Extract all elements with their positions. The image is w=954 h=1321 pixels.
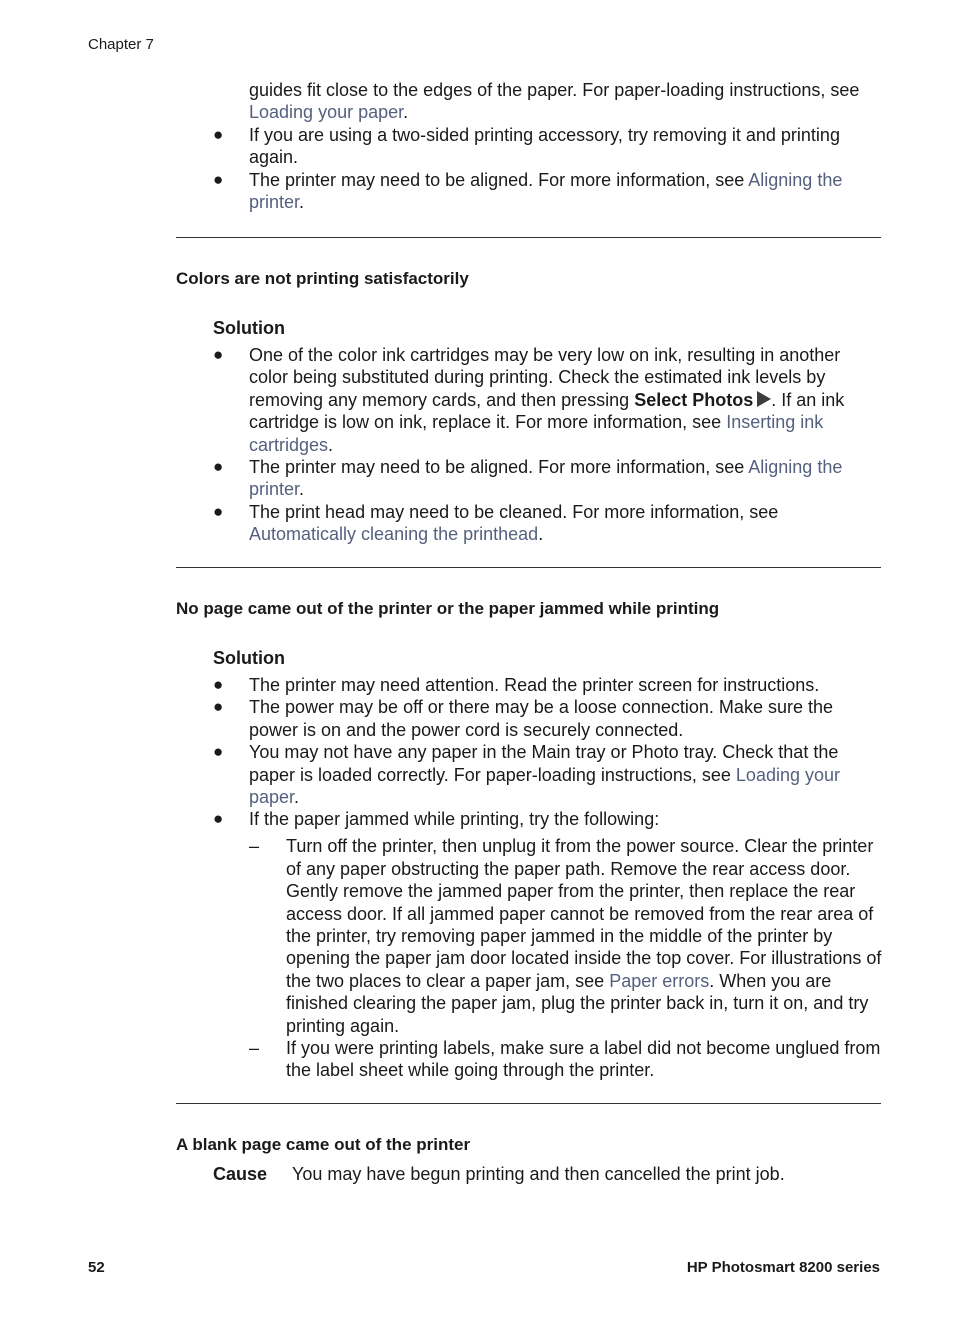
list-item bbox=[213, 501, 883, 546]
link-aligning-printer[interactable]: Aligning the printer bbox=[249, 457, 843, 500]
list-item-end: . bbox=[299, 479, 305, 500]
solution-heading: Solution bbox=[213, 318, 285, 338]
bullet-icon: ● bbox=[213, 675, 224, 694]
bullet-icon: ● bbox=[213, 345, 224, 364]
sub-list-item bbox=[249, 835, 883, 1037]
list-item-text: If the paper jammed while printing, try the following: bbox=[249, 809, 660, 830]
list-item-end: . bbox=[294, 787, 300, 808]
list-item-text: You may not have any paper in the Main tray or Photo tray. Check that the paper is loaded correctly. For paper-loading instructions, see bbox=[249, 742, 839, 785]
cause-text: You may have begun printing and then cancelled the print job. bbox=[292, 1164, 785, 1184]
solution-heading: Solution bbox=[213, 648, 285, 668]
list-item-text: The printer may need to be aligned. For more information, see bbox=[249, 457, 749, 478]
bullet-icon: ● bbox=[213, 169, 224, 189]
continuation-text bbox=[213, 79, 883, 124]
link-paper-errors[interactable]: Paper errors bbox=[609, 970, 710, 991]
bullet-icon: ● bbox=[213, 501, 224, 521]
continuation-end: . bbox=[403, 102, 409, 123]
link-inserting-cartridges[interactable]: Inserting ink cartridges bbox=[249, 412, 824, 455]
list-item bbox=[213, 124, 883, 169]
section-title-blank-page: A blank page came out of the printer bbox=[176, 1135, 471, 1154]
section-title-colors: Colors are not printing satisfactorily bbox=[176, 269, 469, 288]
list-item bbox=[213, 696, 883, 741]
continuation-body: guides fit close to the edges of the paper. For paper-loading instructions, see bbox=[249, 80, 860, 100]
section-divider bbox=[176, 237, 881, 238]
link-cleaning-printhead[interactable]: Automatically cleaning the printhead bbox=[249, 524, 539, 545]
select-photos-label: Select Photos bbox=[634, 389, 754, 410]
list-item-text: The print head may need to be cleaned. For more information, see bbox=[249, 501, 779, 522]
section-title-paper-jam: No page came out of the printer or the paper jammed while printing bbox=[176, 599, 720, 618]
list-item bbox=[213, 674, 883, 696]
link-loading-paper[interactable]: Loading your paper bbox=[249, 764, 841, 808]
sub-item-text: . When you are finished clearing the paper jam, plug the printer back in, turn it on, and try printing again. bbox=[286, 970, 869, 1036]
page-number: 52 bbox=[88, 1259, 105, 1276]
list-item-end: . bbox=[299, 192, 305, 213]
list-item-text: . If an ink cartridge is low on ink, replace it. For more information, see bbox=[249, 389, 845, 433]
play-arrow-icon bbox=[757, 391, 771, 407]
colors-solution-list bbox=[213, 344, 883, 546]
cause-label: Cause bbox=[213, 1164, 268, 1184]
continuation-block bbox=[213, 79, 883, 213]
list-item-text: The printer may need to be aligned. For more information, see bbox=[249, 169, 749, 190]
section-divider bbox=[176, 1103, 881, 1104]
list-item-end: . bbox=[328, 434, 334, 455]
bullet-icon: ● bbox=[213, 742, 224, 762]
dash-icon: – bbox=[249, 1038, 260, 1058]
list-item-end: . bbox=[538, 524, 544, 545]
list-item-text: One of the color ink cartridges may be very low on ink, resulting in another color being substituted during printing. Check the estimated ink levels by removing any memory cards, and then pressing bbox=[249, 345, 841, 410]
list-item-text: If you are using a two-sided printing accessory, try removing it and printing again. bbox=[249, 124, 840, 168]
list-item bbox=[213, 344, 883, 456]
list-item-text: The printer may need attention. Read the printer screen for instructions. bbox=[249, 675, 820, 695]
section-divider bbox=[176, 567, 881, 568]
sub-item-text: Turn off the printer, then unplug it from the power source. Clear the printer of any paper obstructing the paper path. Remove the rear access door. Gently remove the jammed paper from the printer, then replace the rear access door. If all jammed paper cannot be removed from the rear area of the printer, try removing paper jammed in the middle of the printer by opening the paper jam door located inside the top cover. For illustrations of the two places to clear a paper jam, see bbox=[286, 836, 882, 991]
link-aligning-printer[interactable]: Aligning the printer bbox=[249, 169, 843, 213]
jam-solution-list bbox=[213, 674, 883, 1082]
dash-icon: – bbox=[249, 836, 260, 857]
bullet-icon: ● bbox=[213, 124, 224, 144]
bullet-icon: ● bbox=[213, 697, 224, 717]
sub-item-text: If you were printing labels, make sure a label did not become unglued from the label sheet while going through the printer. bbox=[286, 1038, 881, 1081]
bullet-icon: ● bbox=[213, 457, 224, 477]
list-item bbox=[213, 169, 883, 214]
sub-list-item bbox=[249, 1037, 883, 1082]
product-name: HP Photosmart 8200 series bbox=[686, 1259, 880, 1276]
list-item bbox=[213, 456, 883, 501]
link-loading-paper[interactable]: Loading your paper bbox=[249, 102, 404, 123]
list-item-text: The power may be off or there may be a loose connection. Make sure the power is on and the power cord is securely connected. bbox=[249, 697, 833, 740]
list-item bbox=[213, 741, 883, 808]
chapter-header: Chapter 7 bbox=[88, 36, 154, 53]
bullet-icon: ● bbox=[213, 809, 224, 829]
list-item bbox=[213, 808, 883, 830]
